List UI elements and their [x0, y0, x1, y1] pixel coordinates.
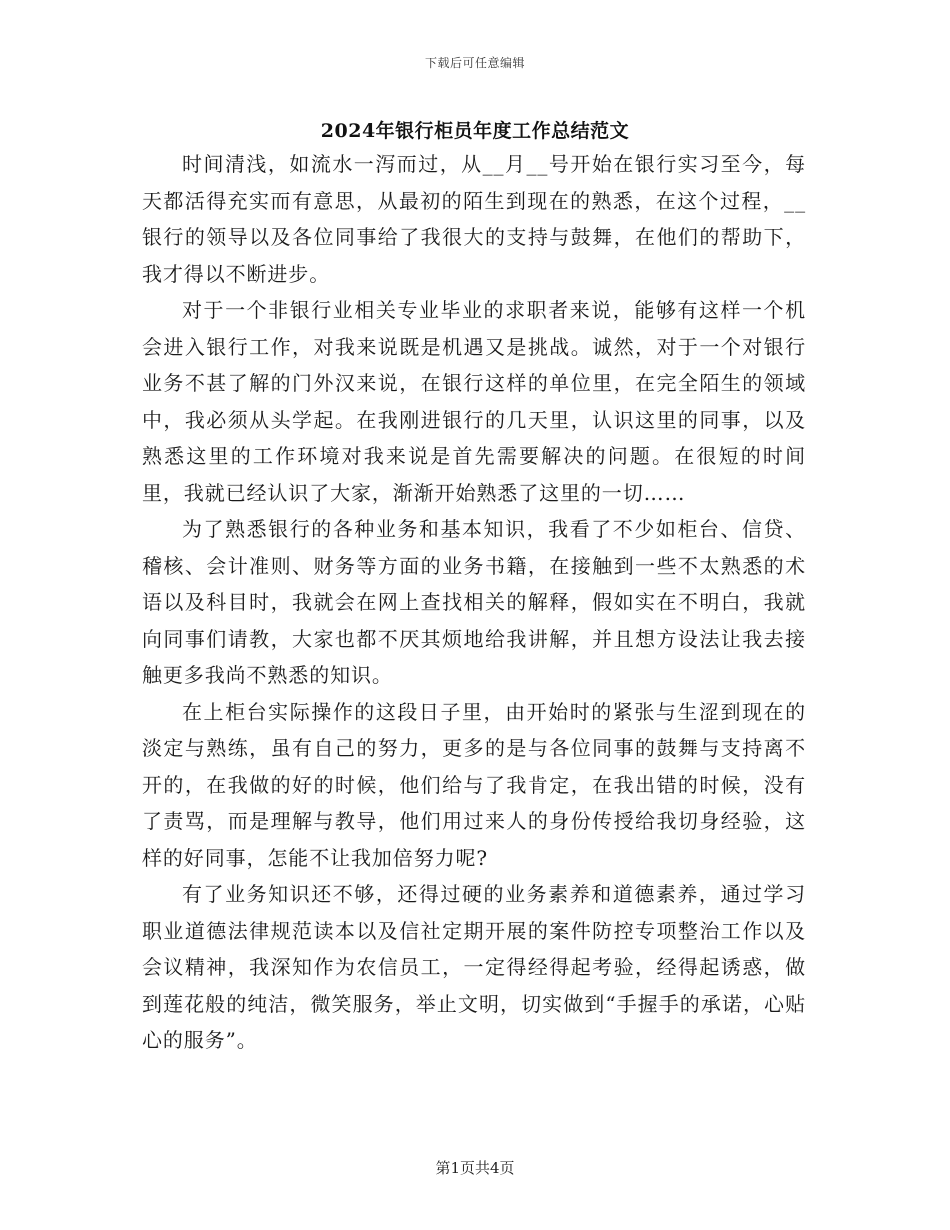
document-body — [142, 146, 806, 1059]
page-number: 第1页共4页 — [435, 1159, 515, 1177]
paragraph: 时间清浅，如流水一泻而过，从__月__号开始在银行实习至今，每天都活得充实而有意思，从最初的陌生到现在的熟悉，在这个过程，__银行的领导以及各位同事给了我很大的支持与鼓舞，在他们的帮助下，我才得以不断进步。 — [142, 152, 806, 286]
paragraph: 对于一个非银行业相关专业毕业的求职者来说，能够有这样一个机会进入银行工作，对我来说既是机遇又是挑战。诚然，对于一个对银行业务不甚了解的门外汉来说，在银行这样的单位里，在完全陌生的领域中，我必须从头学起。在我刚进银行的几天里，认识这里的同事，以及熟悉这里的工作环境对我来说是首先需要解决的问题。在很短的时间里，我就已经认识了大家，渐渐开始熟悉了这里的一切…… — [142, 298, 806, 505]
paragraph: 有了业务知识还不够，还得过硬的业务素养和道德素养，通过学习职业道德法律规范读本以及信社定期开展的案件防控专项整治工作以及会议精神，我深知作为农信员工，一定得经得起考验，经得起诱惑，做到莲花般的纯洁，微笑服务，举止文明，切实做到“手握手的承诺，心贴心的服务”。 — [142, 882, 806, 1052]
paragraph: 在上柜台实际操作的这段日子里，由开始时的紧张与生涩到现在的淡定与熟练，虽有自己的努力，更多的是与各位同事的鼓舞与支持离不开的，在我做的好的时候，他们给与了我肯定，在我出错的时候，没有了责骂，而是理解与教导，他们用过来人的身份传授给我切身经验，这样的好同事，怎能不让我加倍努力呢? — [142, 699, 806, 870]
document-title: 2024年银行柜员年度工作总结范文 — [320, 120, 630, 142]
paragraph: 为了熟悉银行的各种业务和基本知识，我看了不少如柜台、信贷、稽核、会计准则、财务等方面的业务书籍，在接触到一些不太熟悉的术语以及科目时，我就会在网上查找相关的解释，假如实在不明白，我就向同事们请教，大家也都不厌其烦地给我讲解，并且想方设法让我去接触更多我尚不熟悉的知识。 — [142, 517, 806, 687]
page-header-note: 下载后可任意编辑 — [424, 56, 525, 70]
